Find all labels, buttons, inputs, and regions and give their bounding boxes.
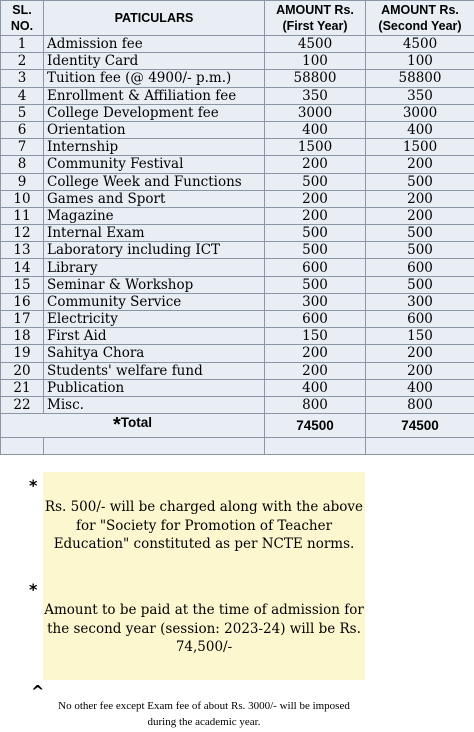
note2-box — [43, 570, 365, 680]
table-row — [1, 53, 474, 70]
row-particular: College Week and Functions — [44, 173, 265, 190]
row-particular: Students' welfare fund — [44, 362, 265, 379]
row-second-year: 350 — [366, 87, 474, 104]
row-particular: College Development fee — [44, 104, 265, 121]
row-second-year: 500 — [366, 242, 474, 259]
row-sl: 3 — [1, 70, 44, 87]
header-row — [1, 1, 474, 36]
caret-mark: ^ — [31, 682, 45, 701]
row-first-year: 600 — [265, 259, 366, 276]
note2-asterisk: * — [29, 580, 38, 599]
row-particular: Tuition fee (@ 4900/- p.m.) — [44, 70, 265, 87]
row-sl: 22 — [1, 396, 44, 413]
row-sl: 21 — [1, 379, 44, 396]
row-particular: Games and Sport — [44, 190, 265, 207]
total-first-year: 74500 — [265, 414, 366, 438]
row-first-year: 200 — [265, 362, 366, 379]
row-second-year: 150 — [366, 328, 474, 345]
row-sl: 8 — [1, 156, 44, 173]
table-row — [1, 36, 474, 53]
table-row — [1, 225, 474, 242]
table-row — [1, 121, 474, 138]
row-second-year: 58800 — [366, 70, 474, 87]
row-sl: 10 — [1, 190, 44, 207]
table-row — [1, 293, 474, 310]
note1-text: Rs. 500/- will be charged along with the above for "Society for Promotion of Teacher Education" constituted as per NCTE norms. — [44, 499, 364, 552]
row-first-year: 58800 — [265, 70, 366, 87]
row-second-year: 200 — [366, 190, 474, 207]
row-sl: 15 — [1, 276, 44, 293]
row-first-year: 500 — [265, 276, 366, 293]
header-particulars: PATICULARS — [44, 1, 265, 36]
row-sl: 19 — [1, 345, 44, 362]
row-second-year: 100 — [366, 53, 474, 70]
row-particular: Sahitya Chora — [44, 345, 265, 362]
row-second-year: 200 — [366, 345, 474, 362]
table-row — [1, 345, 474, 362]
header-amount-second: AMOUNT Rs. (Second Year) — [366, 1, 474, 36]
row-sl: 7 — [1, 139, 44, 156]
row-second-year: 3000 — [366, 104, 474, 121]
row-first-year: 200 — [265, 345, 366, 362]
row-sl: 6 — [1, 121, 44, 138]
row-sl: 17 — [1, 311, 44, 328]
row-second-year: 500 — [366, 225, 474, 242]
table-row — [1, 379, 474, 396]
row-first-year: 150 — [265, 328, 366, 345]
table-row — [1, 139, 474, 156]
row-second-year: 200 — [366, 207, 474, 224]
row-first-year: 3000 — [265, 104, 366, 121]
total-second-year: 74500 — [366, 414, 474, 438]
row-particular: Community Festival — [44, 156, 265, 173]
row-second-year: 300 — [366, 293, 474, 310]
row-sl: 13 — [1, 242, 44, 259]
row-first-year: 4500 — [265, 36, 366, 53]
row-sl: 2 — [1, 53, 44, 70]
table-row — [1, 70, 474, 87]
row-first-year: 400 — [265, 379, 366, 396]
total-asterisk: * — [112, 414, 121, 437]
row-second-year: 500 — [366, 276, 474, 293]
row-particular: Internal Exam — [44, 225, 265, 242]
row-particular: Laboratory including ICT — [44, 242, 265, 259]
table-row — [1, 87, 474, 104]
row-first-year: 200 — [265, 207, 366, 224]
total-label-cell — [1, 414, 265, 438]
note1-box — [43, 472, 365, 570]
table-row — [1, 311, 474, 328]
blank-row — [1, 438, 474, 455]
header-amount-first: AMOUNT Rs. (First Year) — [265, 1, 366, 36]
row-second-year: 200 — [366, 362, 474, 379]
row-sl: 20 — [1, 362, 44, 379]
row-first-year: 350 — [265, 87, 366, 104]
header-sl: SL. NO. — [1, 1, 44, 36]
row-first-year: 200 — [265, 190, 366, 207]
row-sl: 4 — [1, 87, 44, 104]
total-label: Total — [120, 415, 153, 431]
table-row — [1, 362, 474, 379]
row-sl: 16 — [1, 293, 44, 310]
row-sl: 1 — [1, 36, 44, 53]
row-particular: Community Service — [44, 293, 265, 310]
row-first-year: 1500 — [265, 139, 366, 156]
table-row — [1, 396, 474, 413]
row-sl: 5 — [1, 104, 44, 121]
row-first-year: 400 — [265, 121, 366, 138]
row-particular: Orientation — [44, 121, 265, 138]
row-sl: 14 — [1, 259, 44, 276]
table-row — [1, 276, 474, 293]
table-row — [1, 207, 474, 224]
row-particular: Seminar & Workshop — [44, 276, 265, 293]
table-row — [1, 242, 474, 259]
row-first-year: 500 — [265, 173, 366, 190]
note1-asterisk: * — [29, 476, 38, 495]
row-particular: Enrollment & Affiliation fee — [44, 87, 265, 104]
row-particular: First Aid — [44, 328, 265, 345]
table-row — [1, 104, 474, 121]
row-second-year: 600 — [366, 311, 474, 328]
row-sl: 18 — [1, 328, 44, 345]
row-sl: 11 — [1, 207, 44, 224]
row-first-year: 500 — [265, 225, 366, 242]
row-first-year: 600 — [265, 311, 366, 328]
row-second-year: 200 — [366, 156, 474, 173]
row-sl: 9 — [1, 173, 44, 190]
table-row — [1, 156, 474, 173]
row-particular: Magazine — [44, 207, 265, 224]
note2-text: Amount to be paid at the time of admission for the second year (session: 2023-24) will be Rs. 74,500/- — [44, 602, 364, 655]
row-second-year: 500 — [366, 173, 474, 190]
footer-note: No other fee except Exam fee of about Rs. 3000/- will be imposed during the academic year. — [58, 700, 350, 728]
row-particular: Internship — [44, 139, 265, 156]
row-particular: Library — [44, 259, 265, 276]
table-row — [1, 328, 474, 345]
row-first-year: 300 — [265, 293, 366, 310]
row-sl: 12 — [1, 225, 44, 242]
row-second-year: 600 — [366, 259, 474, 276]
table-row — [1, 259, 474, 276]
row-particular: Misc. — [44, 396, 265, 413]
row-first-year: 800 — [265, 396, 366, 413]
row-particular: Admission fee — [44, 36, 265, 53]
row-second-year: 400 — [366, 379, 474, 396]
row-second-year: 4500 — [366, 36, 474, 53]
row-second-year: 800 — [366, 396, 474, 413]
row-particular: Electricity — [44, 311, 265, 328]
row-second-year: 1500 — [366, 139, 474, 156]
total-row — [1, 414, 474, 438]
row-first-year: 500 — [265, 242, 366, 259]
row-particular: Identity Card — [44, 53, 265, 70]
table-row — [1, 190, 474, 207]
table-row — [1, 173, 474, 190]
row-first-year: 200 — [265, 156, 366, 173]
row-first-year: 100 — [265, 53, 366, 70]
row-second-year: 400 — [366, 121, 474, 138]
row-particular: Publication — [44, 379, 265, 396]
